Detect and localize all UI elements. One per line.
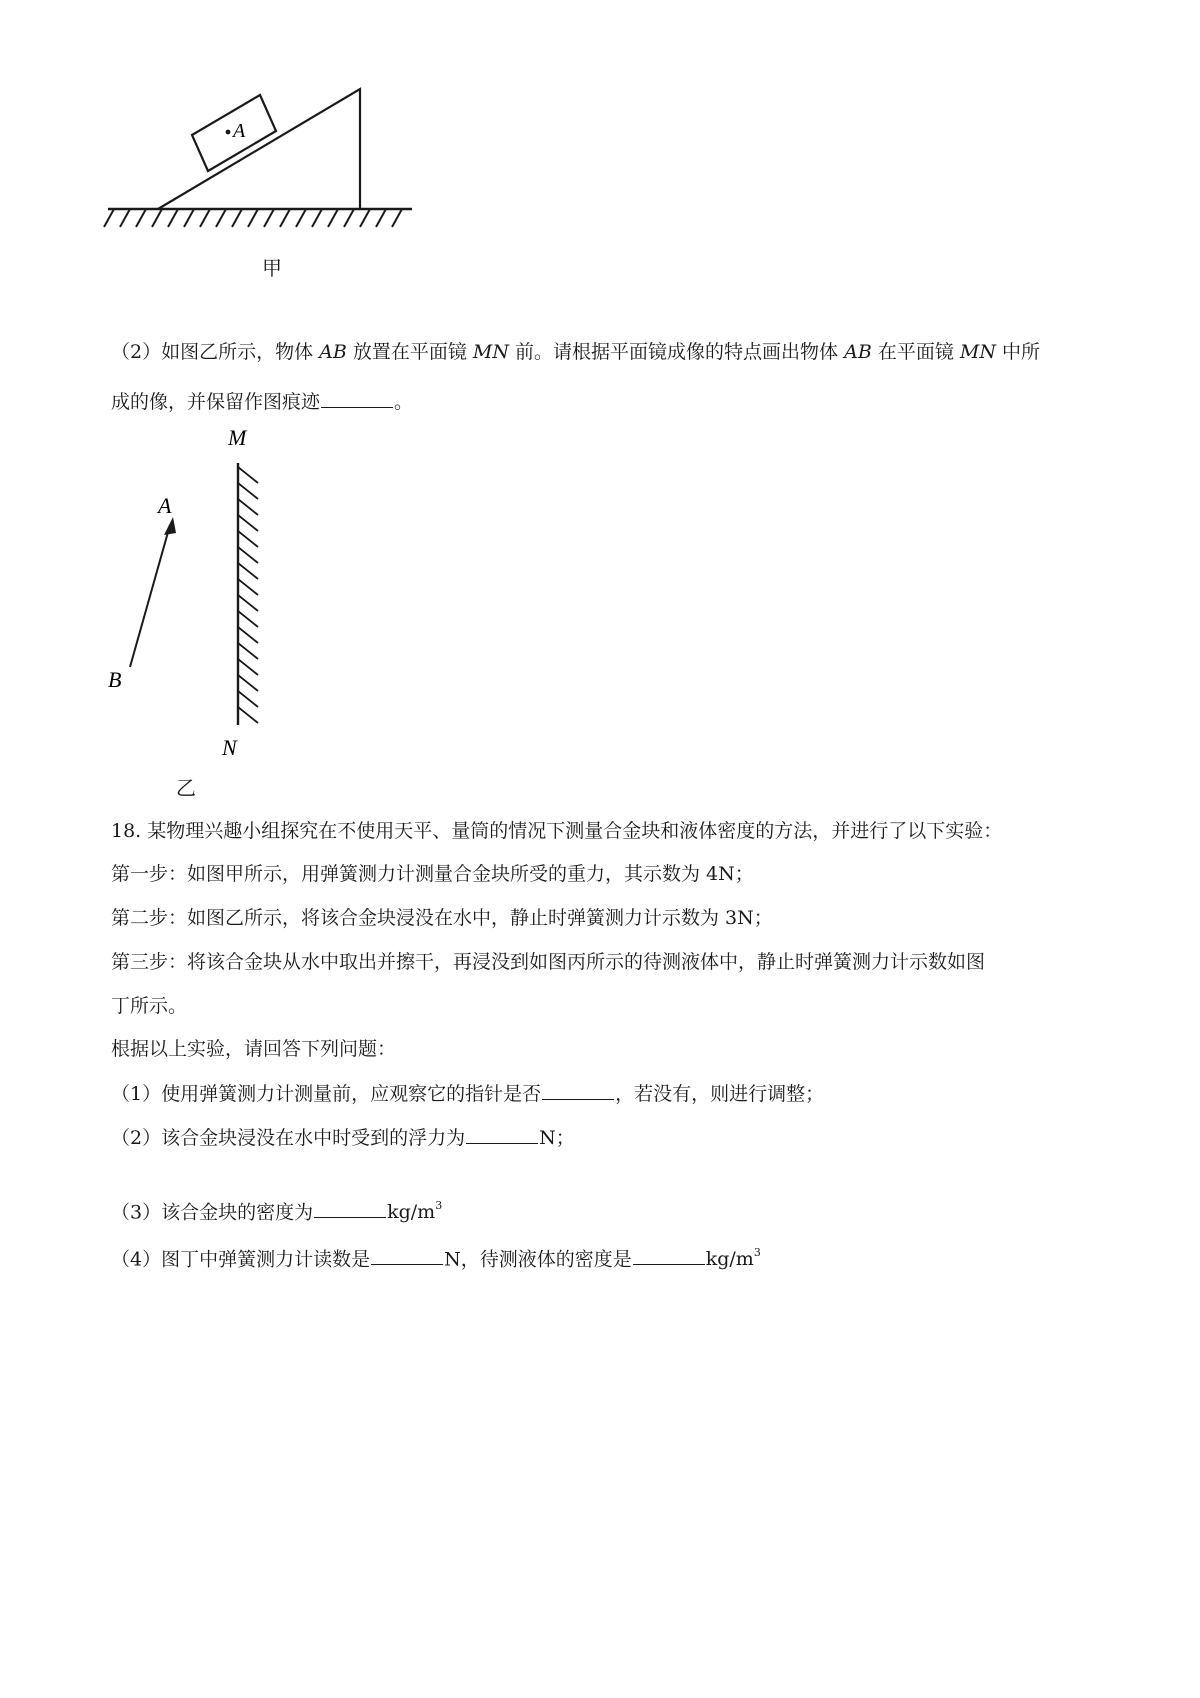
object-label-b: B [108, 667, 122, 692]
q18-step1: 第一步：如图甲所示，用弹簧测力计测量合金块所受的重力，其示数为 4N； [111, 863, 754, 885]
answer-blank[interactable] [371, 1246, 443, 1265]
figure-jia-caption: 甲 [262, 256, 282, 280]
answer-blank[interactable] [314, 1199, 386, 1218]
answer-blank[interactable] [466, 1125, 538, 1144]
q18-sub4: （4）图丁中弹簧测力计读数是 N，待测液体的密度是 $kg/m^3$ [111, 1246, 761, 1271]
figure-jia-incline [100, 85, 420, 245]
answer-blank[interactable] [321, 389, 393, 408]
q18-step3-line1: 第三步：将该合金块从水中取出并擦干，再浸没到如图丙所示的待测液体中，静止时弹簧测力计示数如图 [111, 951, 986, 973]
answer-blank[interactable] [633, 1246, 705, 1265]
answer-blank[interactable] [542, 1081, 614, 1100]
q18-step2: 第二步：如图乙所示，将该合金块浸没在水中，静止时弹簧测力计示数为 3N； [111, 907, 773, 929]
q18-sub1: （1）使用弹簧测力计测量前，应观察它的指针是否 ，若没有，则进行调整； [111, 1083, 825, 1105]
q18-step3-line2: 丁所示。 [111, 995, 188, 1017]
q17-2-line2: 成的像，并保留作图痕迹 。 [111, 391, 414, 413]
object-label-a: A [158, 493, 172, 518]
q18-sub3: （3）该合金块的密度为 $kg/m^3$ [111, 1199, 443, 1224]
q17-2-line1: （2）如图乙所示，物体 AB 放置在平面镜 MN 前。请根据平面镜成像的特点画出物体 AB 在平面镜 MN 中所 [111, 341, 1041, 363]
mirror-label-m: M [228, 425, 247, 450]
figure-yi-caption: 乙 [176, 776, 196, 800]
figure-yi-mirror [100, 425, 280, 765]
mirror-label-n: N [222, 735, 237, 760]
q18-prompt: 根据以上实验，请回答下列问题： [111, 1038, 397, 1060]
q18-sub2: （2）该合金块浸没在水中时受到的浮力为 N； [111, 1127, 575, 1149]
q18-intro: 18. 某物理兴趣小组探究在不使用天平、量筒的情况下测量合金块和液体密度的方法，并进行了以下实验： [111, 820, 1003, 842]
figure-jia-point-label: A [233, 120, 246, 142]
